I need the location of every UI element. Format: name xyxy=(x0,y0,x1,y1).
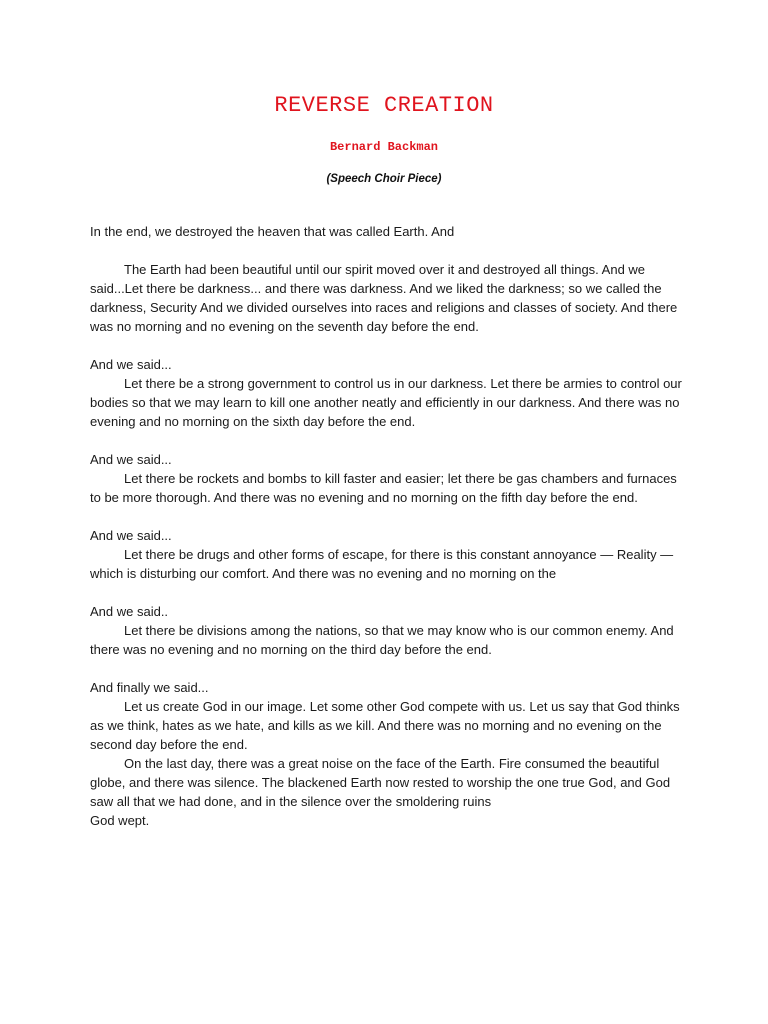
paragraph-and-we-said: And we said.. xyxy=(90,604,169,619)
document-subtitle: (Speech Choir Piece) xyxy=(326,173,442,185)
paragraph-and-we-said: And we said... xyxy=(90,357,172,372)
paragraph-third-day: Let there be divisions among the nations, so that we may know who is our common enemy. And there was no evening and no morning on the third day before the end. xyxy=(90,623,674,657)
paragraph-fourth-day: Let there be drugs and other forms of escape, for there is this constant annoyance — Reality — which is disturbing our comfort. And there was no evening and no morning on the xyxy=(90,547,674,581)
paragraph-seventh-day: The Earth had been beautiful until our spirit moved over it and destroyed all things. And we said...Let there be darkness... and there was darkness. And we liked the darkness; so we called the darkness, Security And we divided ourselves into races and religions and classes of society. And there was no morning and no evening on the seventh day before the end. xyxy=(90,262,678,334)
paragraph-fifth-day: Let there be rockets and bombs to kill faster and easier; let there be gas chambers and furnaces to be more thorough. And there was no evening and no morning on the fifth day before the end. xyxy=(90,471,677,505)
paragraph-and-finally-we-said: And finally we said... xyxy=(90,680,209,695)
paragraph-second-day: Let us create God in our image. Let some other God compete with us. Let us say that God thinks as we think, hates as we hate, and kills as we kill. And there was no morning and no evening on the second day before the end. xyxy=(90,699,680,752)
paragraph-sixth-day: Let there be a strong government to control us in our darkness. Let there be armies to control our bodies so that we may learn to kill one another neatly and efficiently in our darkness. And there was no evening and no morning on the sixth day before the end. xyxy=(90,376,682,429)
paragraph-gap xyxy=(90,507,690,526)
paragraph-opening: In the end, we destroyed the heaven that was called Earth. And xyxy=(90,224,455,239)
document-body xyxy=(90,222,690,830)
paragraph-gap xyxy=(90,583,690,602)
paragraph-gap xyxy=(90,431,690,450)
document-title: REVERSE CREATION xyxy=(274,93,494,118)
document-author: Bernard Backman xyxy=(329,140,439,154)
paragraph-gap xyxy=(90,336,690,355)
paragraph-gap xyxy=(90,241,690,260)
paragraph-and-we-said: And we said... xyxy=(90,452,172,467)
paragraph-gap xyxy=(90,659,690,678)
paragraph-god-wept: God wept. xyxy=(90,813,150,828)
paragraph-last-day: On the last day, there was a great noise on the face of the Earth. Fire consumed the beautiful globe, and there was silence. The blackened Earth now rested to worship the one true God, and God saw all that we had done, and in the silence over the smoldering ruins xyxy=(90,756,671,809)
paragraph-and-we-said: And we said... xyxy=(90,528,172,543)
